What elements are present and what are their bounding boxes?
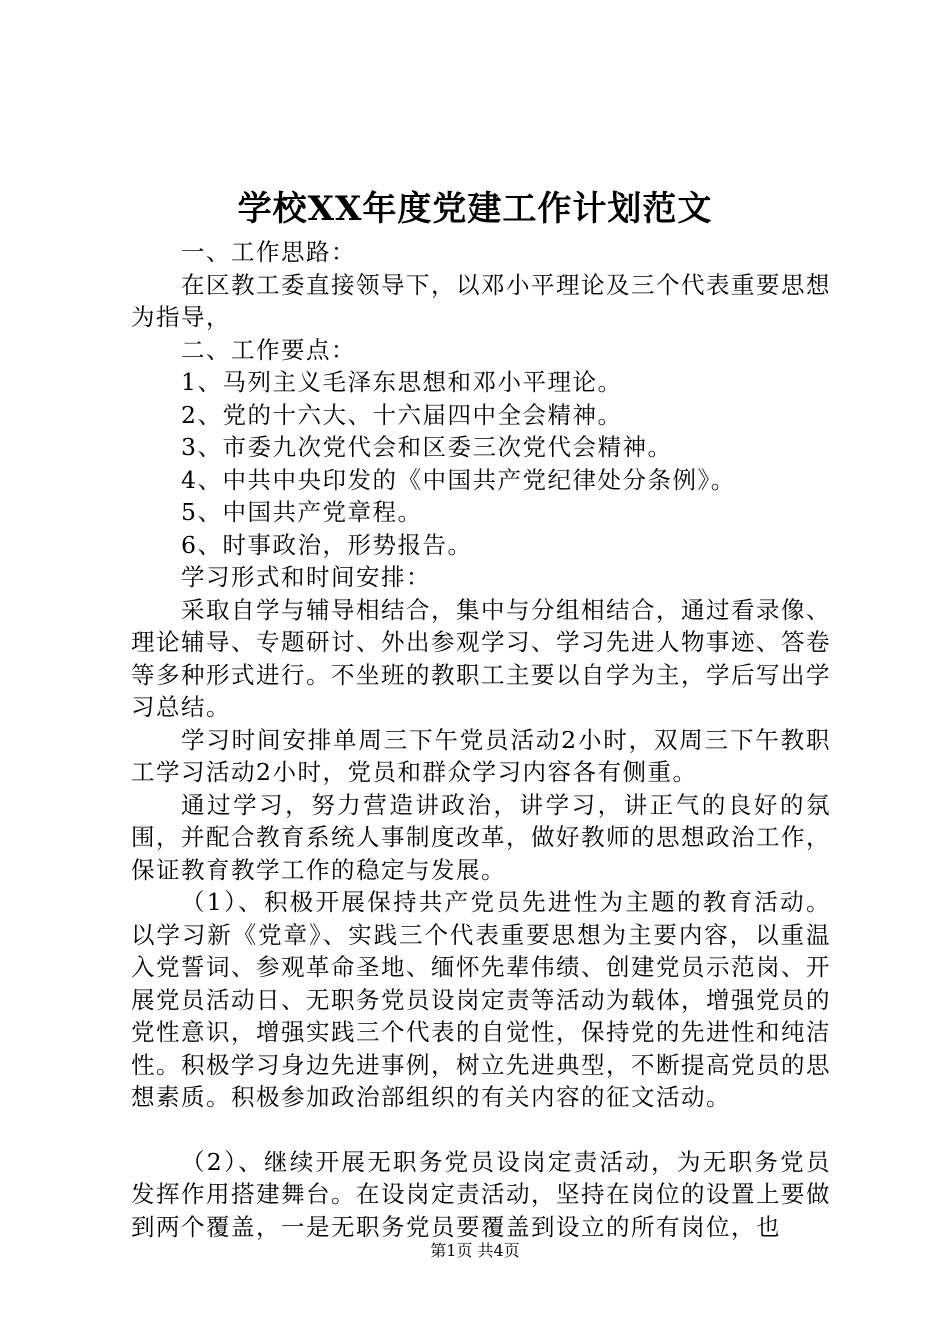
section-heading-thinking: 一、工作思路： <box>181 238 356 266</box>
paragraph: 通过学习，努力营造讲政治，讲学习，讲正气的良好的氛围，并配合教育系统人事制度改革，做好教师的思想政治工作，保证教育教学工作的稳定与发展。 <box>131 790 831 884</box>
paragraph-spacer <box>131 1114 831 1146</box>
list-item: 5、中国共产党章程。 <box>181 498 423 526</box>
paragraph: （1）、积极开展保持共产党员先进性为主题的教育活动。以学习新《党章》、实践三个代表重要思想为主要内容，以重温入党誓词、参观革命圣地、缅怀先辈伟绩、创建党员示范岗、开展党员活动日、无职务党员设岗定责等活动为载体，增强党员的党性意识，增强实践三个代表的自觉性，保持党的先进性和纯洁性。积极学习身边先进事例，树立先进典型，不断提高党员的思想素质。积极参加政治部组织的有关内容的征文活动。 <box>131 888 831 1111</box>
section-heading-schedule: 学习形式和时间安排： <box>181 563 431 591</box>
document-body <box>131 236 831 1243</box>
document-title: 学校XX年度党建工作计划范文 <box>237 189 713 229</box>
paragraph: 采取自学与辅导相结合，集中与分组相结合，通过看录像、理论辅导、专题研讨、外出参观学习、学习先进人物事迹、答卷等多种形式进行。不坐班的教职工主要以自学为主，学后写出学习总结。 <box>131 595 831 721</box>
paragraph: 在区教工委直接领导下，以邓小平理论及三个代表重要思想为指导， <box>131 270 831 331</box>
list-item: 6、时事政治，形势报告。 <box>181 530 473 559</box>
paragraph: （2）、继续开展无职务党员设岗定责活动，为无职务党员发挥作用搭建舞台。在设岗定责活动，坚持在岗位的设置上要做到两个覆盖，一是无职务党员要覆盖到设立的所有岗位，也 <box>131 1147 831 1241</box>
list-item: 1、马列主义毛泽东思想和邓小平理论。 <box>181 368 623 396</box>
page-footer: 第1页 共4页 <box>430 1241 520 1260</box>
list-item: 3、市委九次党代会和区委三次党代会精神。 <box>181 433 673 461</box>
section-heading-key-points: 二、工作要点： <box>181 335 356 364</box>
list-item: 2、党的十六大、十六届四中全会精神。 <box>181 400 623 429</box>
paragraph: 学习时间安排单周三下午党员活动2小时，双周三下午教职工学习活动2小时，党员和群众学习内容各有侧重。 <box>131 725 831 786</box>
list-item: 4、中共中央印发的《中国共产党纪律处分条例》。 <box>181 465 736 494</box>
